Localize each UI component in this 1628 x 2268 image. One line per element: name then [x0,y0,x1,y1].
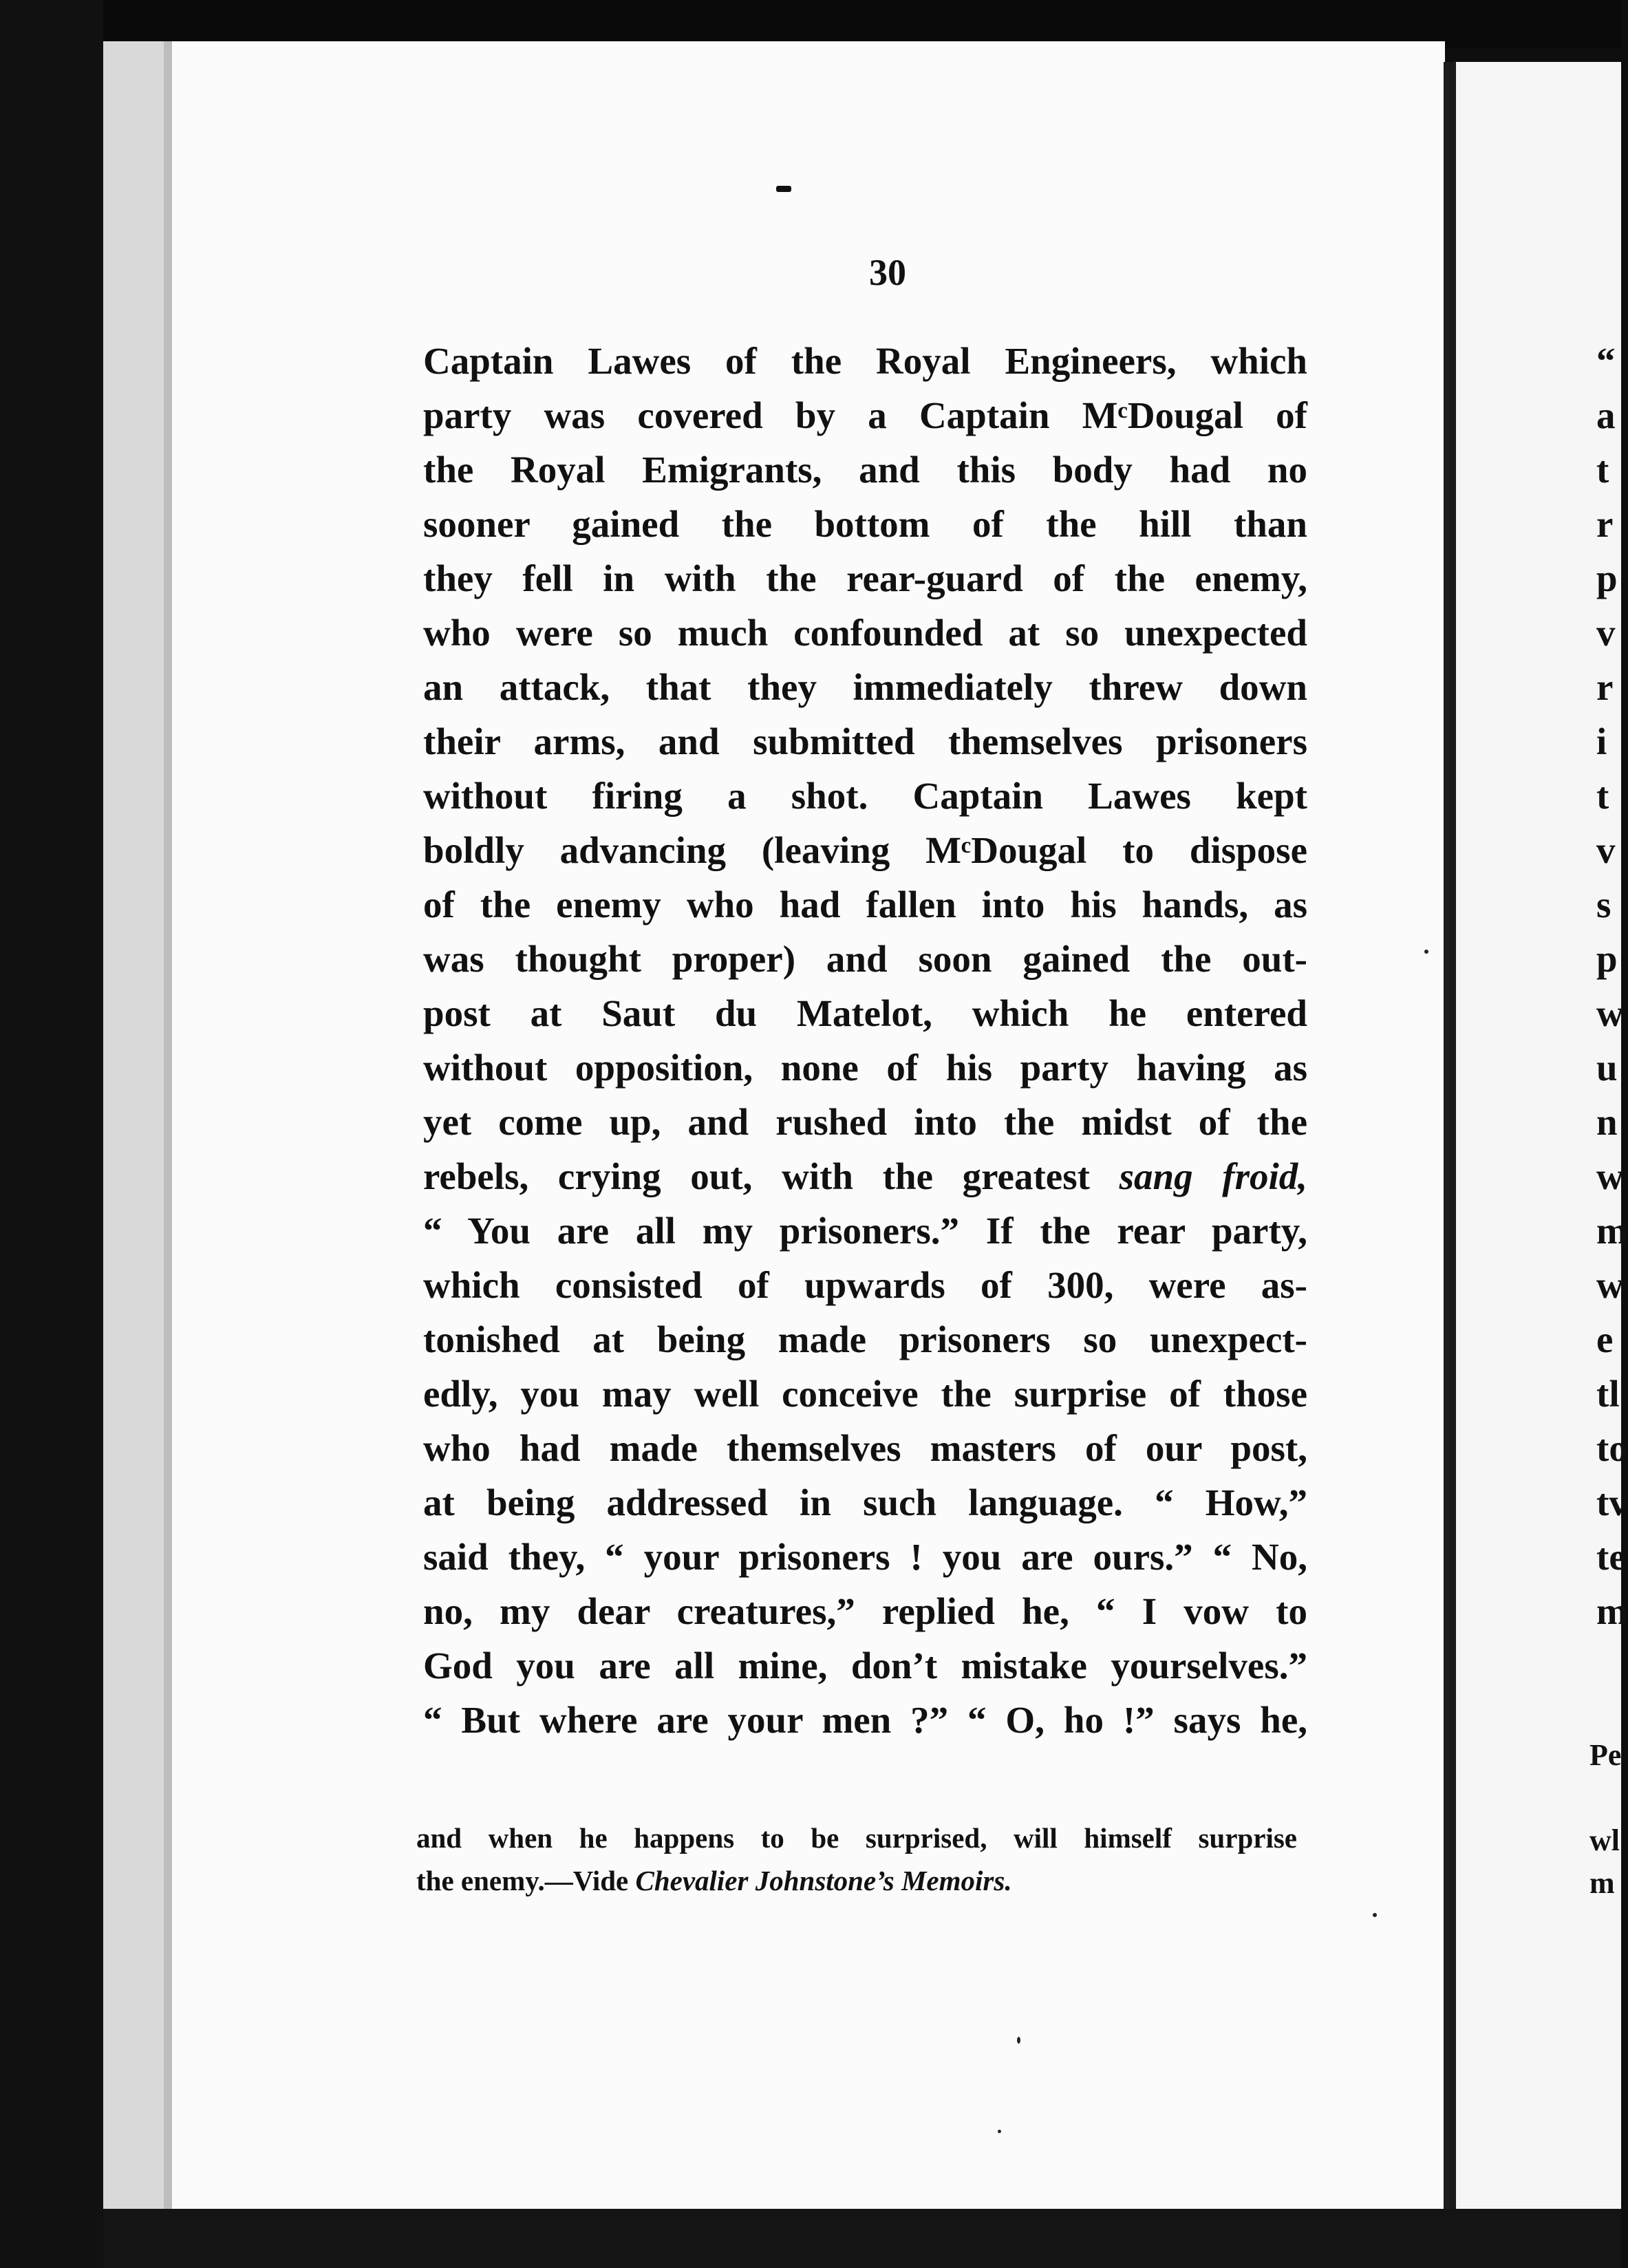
text-line: they fell in with the rear-guard of the enemy, [423,557,1307,599]
facing-page-fragment: tl [1596,1373,1620,1415]
text-span: rebels, crying out, with the greatest [423,1155,1090,1197]
facing-page-fragment: s [1596,884,1611,926]
facing-page-fragment: w [1596,992,1624,1034]
facing-page-text [1596,334,1628,1638]
facing-page-footnote-fragment: Pe [1589,1738,1622,1772]
facing-page-fragment: tv [1596,1481,1628,1523]
body-text [423,334,1307,1747]
scan-speck [1017,2037,1020,2044]
text-line: “ You are all my prisoners.” If the rear party, [423,1210,1307,1252]
footnote-text: the enemy.—Vide [416,1865,629,1896]
facing-page-footnote-fragment: wl [1589,1823,1620,1857]
italic-phrase: sang froid, [1119,1155,1307,1197]
text-line: was thought proper) and soon gained the out- [423,938,1307,980]
facing-page-fragment: v [1596,612,1616,654]
facing-page-fragment: m [1596,1210,1628,1252]
footnote-citation: Chevalier Johnstone’s Memoirs. [635,1865,1012,1896]
text-line: boldly advancing (leaving MᶜDougal to dispose [423,829,1307,871]
facing-page-fragment: v [1596,829,1616,871]
text-line: party was covered by a Captain MᶜDougal of [423,394,1307,436]
scan-speck [998,2130,1001,2133]
facing-page-fragment: w [1596,1155,1624,1197]
facing-page-fragment: te [1596,1536,1626,1578]
footnote-line: and when he happens to be surprised, will himself surprise [416,1822,1297,1854]
printer-mark [776,186,791,192]
text-line: at being addressed in such language. “ How,” [423,1481,1307,1523]
facing-page-fragment: e [1596,1318,1614,1360]
text-line: without opposition, none of his party having as [423,1047,1307,1089]
facing-page-fragment: a [1596,394,1616,436]
facing-page-fragment: t [1596,775,1609,817]
facing-page-fragment: r [1596,666,1614,708]
text-line: said they, “ your prisoners ! you are ours.” “ No, [423,1536,1307,1578]
book-page-edge [103,41,172,2209]
text-line: of the enemy who had fallen into his hands, as [423,884,1307,926]
page-number: 30 [869,252,906,293]
facing-page-fragment: r [1596,503,1614,545]
text-line: their arms, and submitted themselves prisoners [423,720,1307,762]
text-line-with-italic [423,1149,1307,1203]
facing-page-footnote-fragment: m [1589,1866,1615,1900]
text-line: who were so much confounded at so unexpected [423,612,1307,654]
facing-page-footnote-fragment [1589,1777,1624,1819]
text-line: yet come up, and rushed into the midst of the [423,1101,1307,1143]
facing-page-fragment: p [1596,938,1618,980]
facing-page-fragment: w [1596,1264,1624,1306]
text-line: the Royal Emigrants, and this body had no [423,449,1307,491]
text-line: Captain Lawes of the Royal Engineers, which [423,340,1307,382]
facing-page-fragment: n [1596,1101,1618,1143]
scan-speck [1373,1913,1377,1917]
facing-page-fragment: to [1596,1427,1628,1469]
facing-page-fragment: i [1596,720,1607,762]
book-gutter [1444,62,1456,2209]
text-line: God you are all mine, don’t mistake yourselves.” [423,1645,1307,1687]
text-line: “ But where are your men ?” “ O, ho !” says he, [423,1699,1307,1741]
facing-page-fragment: “ [1596,340,1616,382]
text-line: tonished at being made prisoners so unexpect- [423,1318,1307,1360]
text-line: who had made themselves masters of our post, [423,1427,1307,1469]
text-line: edly, you may well conceive the surprise of those [423,1373,1307,1415]
scan-bottom-border [103,2209,1621,2268]
text-line: sooner gained the bottom of the hill than [423,503,1307,545]
facing-page-fragment: m [1596,1590,1628,1632]
text-line: without firing a shot. Captain Lawes kept [423,775,1307,817]
scan-left-border [0,0,103,2268]
facing-page-fragment: u [1596,1047,1618,1089]
facing-page-fragment: p [1596,557,1618,599]
text-line: no, my dear creatures,” replied he, “ I vow to [423,1590,1307,1632]
facing-page-footnote [1589,1734,1624,1905]
facing-page-fragment: t [1596,449,1609,491]
text-line: an attack, that they immediately threw down [423,666,1307,708]
footnote [416,1817,1297,1902]
text-line: post at Saut du Matelot, which he entered [423,992,1307,1034]
text-line: which consisted of upwards of 300, were as- [423,1264,1307,1306]
footnote-line [416,1859,1297,1902]
scan-speck [1424,950,1428,954]
